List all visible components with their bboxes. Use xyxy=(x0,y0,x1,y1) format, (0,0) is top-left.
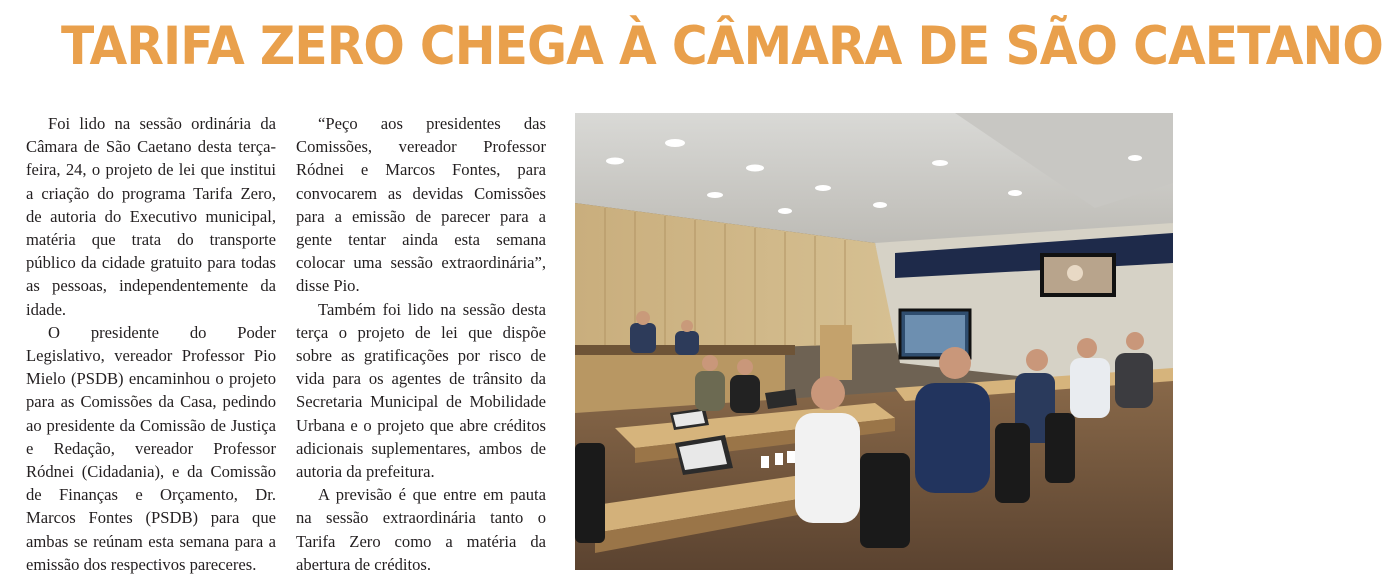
paragraph-4: Também foi lido na sessão desta terça o projeto de lei que dispõe sobre as gratificações por risco de vida para os agentes de trânsito da Secretaria Municipal de Mobilidade Urbana e o projeto que abre créditos adicionais suplementares, ambos de autoria da prefeitura. xyxy=(296,299,546,482)
article-column-1 xyxy=(26,112,276,576)
paragraph-3: “Peço aos presidentes das Comissões, vereador Professor Ródnei e Marcos Fontes, para convocarem as devidas Comissões para a emissão de parecer para a gente tentar ainda esta semana colocar uma sessão extraordinária”, disse Pio. xyxy=(296,114,546,296)
paragraph-1: Foi lido na sessão ordinária da Câmara de São Caetano desta terça-feira, 24, o projeto de lei que institui a criação do programa Tarifa Zero, de autoria do Executivo municipal, matéria que trata do transporte público da cidade gratuito para todas as pessoas, independentemente da idade. xyxy=(26,114,276,319)
paragraph-2: O presidente do Poder Legislativo, vereador Professor Pio Mielo (PSDB) encaminhou o projeto para as Comissões da Casa, pedindo ao presidente da Comissão de Justiça e Redação, vereador Professor Ródnei (Cidadania), e da Comissão de Finanças e Orçamento, Dr. Marcos Fontes (PSDB) para que ambas se reúnam esta semana para a emissão dos respectivos pareceres. xyxy=(26,322,276,574)
chamber-session-photo xyxy=(575,113,1173,570)
headline: TARIFA ZERO CHEGA À CÂMARA DE SÃO CAETANO xyxy=(61,16,1383,77)
paragraph-5: A previsão é que entre em pauta na sessão extraordinária tanto o Tarifa Zero como a matéria da abertura de créditos. xyxy=(296,485,546,574)
article-column-2 xyxy=(296,112,546,576)
